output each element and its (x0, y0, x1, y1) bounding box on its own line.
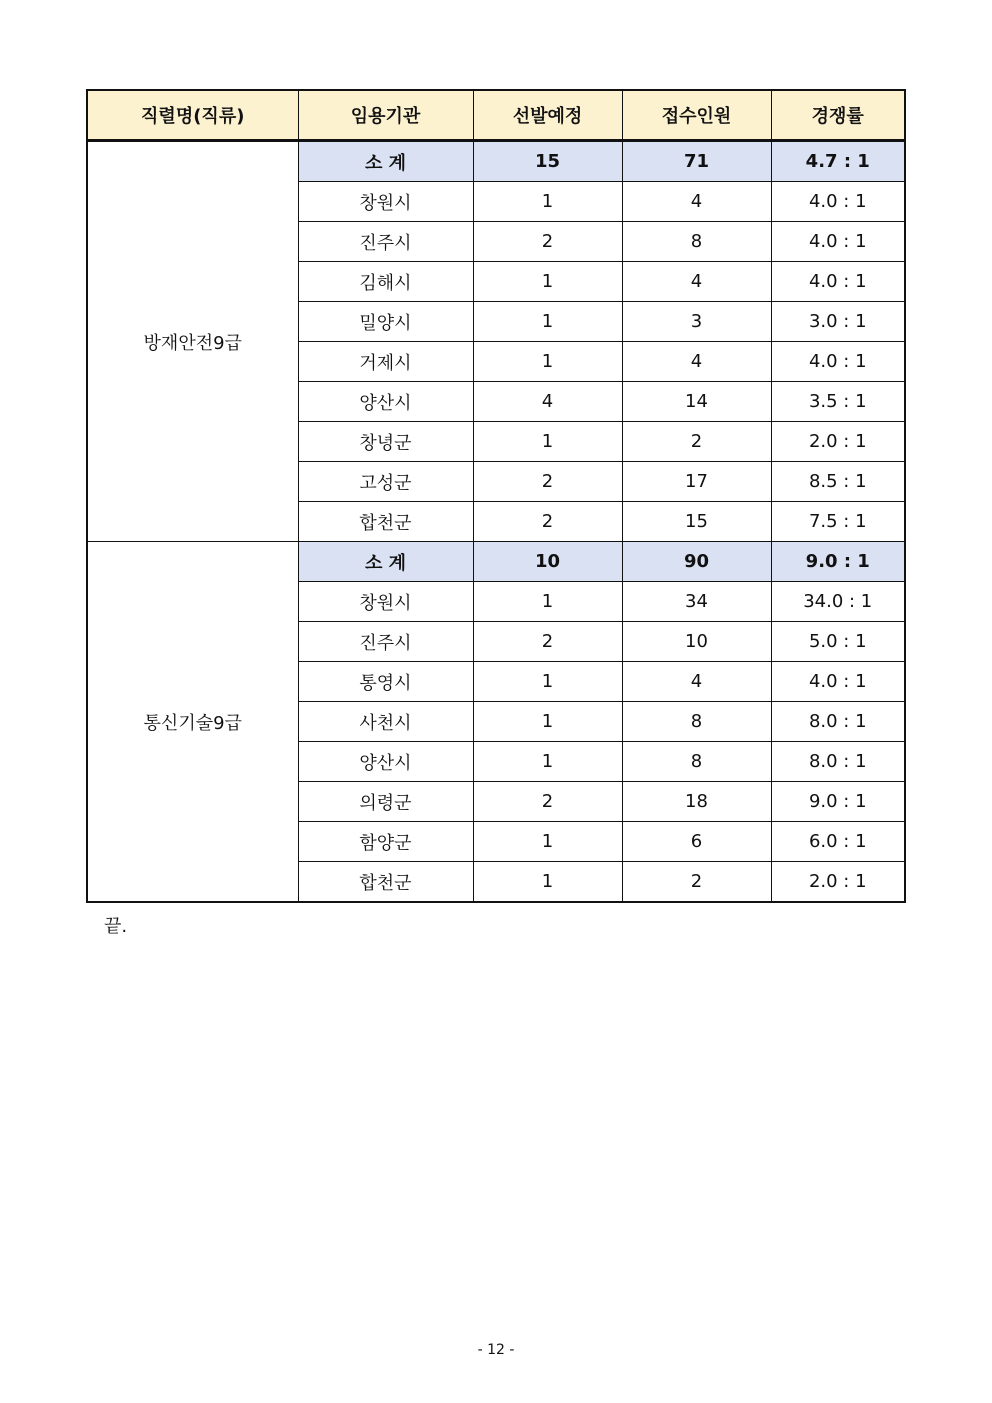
planned-cell: 1 (473, 862, 622, 903)
ratio-cell: 7.5 : 1 (771, 502, 905, 542)
applicants-cell: 3 (622, 302, 771, 342)
ratio-cell: 4.0 : 1 (771, 342, 905, 382)
planned-cell: 1 (473, 822, 622, 862)
agency-cell: 함양군 (298, 822, 473, 862)
applicants-cell: 4 (622, 342, 771, 382)
applicants-cell: 18 (622, 782, 771, 822)
ratio-cell: 5.0 : 1 (771, 622, 905, 662)
ratio-cell: 4.0 : 1 (771, 662, 905, 702)
applicants-cell: 90 (622, 542, 771, 582)
ratio-cell: 2.0 : 1 (771, 422, 905, 462)
planned-cell: 4 (473, 382, 622, 422)
ratio-cell: 3.5 : 1 (771, 382, 905, 422)
agency-cell: 양산시 (298, 742, 473, 782)
planned-cell: 2 (473, 782, 622, 822)
agency-cell: 의령군 (298, 782, 473, 822)
ratio-cell: 8.0 : 1 (771, 742, 905, 782)
planned-cell: 2 (473, 222, 622, 262)
agency-cell: 소 계 (298, 141, 473, 182)
agency-cell: 창원시 (298, 582, 473, 622)
planned-cell: 15 (473, 141, 622, 182)
planned-cell: 1 (473, 302, 622, 342)
applicants-cell: 6 (622, 822, 771, 862)
applicants-cell: 2 (622, 422, 771, 462)
planned-cell: 2 (473, 502, 622, 542)
header-job-series: 직렬명(직류) (87, 90, 298, 141)
agency-cell: 창원시 (298, 182, 473, 222)
header-competition-ratio: 경쟁률 (771, 90, 905, 141)
planned-cell: 1 (473, 742, 622, 782)
planned-cell: 1 (473, 582, 622, 622)
applicants-cell: 4 (622, 662, 771, 702)
ratio-cell: 3.0 : 1 (771, 302, 905, 342)
applicants-cell: 71 (622, 141, 771, 182)
agency-cell: 김해시 (298, 262, 473, 302)
job-series-cell: 방재안전9급 (87, 141, 298, 542)
ratio-cell: 2.0 : 1 (771, 862, 905, 903)
applicants-cell: 17 (622, 462, 771, 502)
planned-cell: 1 (473, 702, 622, 742)
applicants-cell: 34 (622, 582, 771, 622)
header-applicants: 접수인원 (622, 90, 771, 141)
agency-cell: 사천시 (298, 702, 473, 742)
agency-cell: 거제시 (298, 342, 473, 382)
agency-cell: 진주시 (298, 222, 473, 262)
planned-cell: 1 (473, 182, 622, 222)
planned-cell: 2 (473, 462, 622, 502)
ratio-cell: 8.0 : 1 (771, 702, 905, 742)
header-agency: 임용기관 (298, 90, 473, 141)
agency-cell: 진주시 (298, 622, 473, 662)
ratio-cell: 9.0 : 1 (771, 542, 905, 582)
applicants-cell: 15 (622, 502, 771, 542)
ratio-cell: 4.0 : 1 (771, 262, 905, 302)
agency-cell: 창녕군 (298, 422, 473, 462)
applicants-cell: 4 (622, 182, 771, 222)
agency-cell: 소 계 (298, 542, 473, 582)
planned-cell: 1 (473, 662, 622, 702)
applicants-cell: 8 (622, 222, 771, 262)
applicants-cell: 8 (622, 742, 771, 782)
planned-cell: 1 (473, 422, 622, 462)
applicants-cell: 8 (622, 702, 771, 742)
planned-cell: 1 (473, 262, 622, 302)
table-header-row (87, 90, 905, 141)
header-planned: 선발예정 (473, 90, 622, 141)
applicants-cell: 4 (622, 262, 771, 302)
job-series-cell: 통신기술9급 (87, 542, 298, 903)
applicants-cell: 14 (622, 382, 771, 422)
ratio-cell: 34.0 : 1 (771, 582, 905, 622)
ratio-cell: 4.0 : 1 (771, 182, 905, 222)
end-mark: 끝. (104, 916, 128, 937)
table-body (87, 141, 905, 903)
agency-cell: 합천군 (298, 862, 473, 903)
subtotal-row (87, 141, 905, 182)
planned-cell: 2 (473, 622, 622, 662)
agency-cell: 양산시 (298, 382, 473, 422)
ratio-cell: 4.0 : 1 (771, 222, 905, 262)
subtotal-row (87, 542, 905, 582)
agency-cell: 통영시 (298, 662, 473, 702)
agency-cell: 합천군 (298, 502, 473, 542)
ratio-cell: 9.0 : 1 (771, 782, 905, 822)
agency-cell: 고성군 (298, 462, 473, 502)
applicants-cell: 2 (622, 862, 771, 903)
page-number: - 12 - (477, 1342, 515, 1358)
agency-cell: 밀양시 (298, 302, 473, 342)
planned-cell: 1 (473, 342, 622, 382)
planned-cell: 10 (473, 542, 622, 582)
ratio-cell: 6.0 : 1 (771, 822, 905, 862)
ratio-cell: 8.5 : 1 (771, 462, 905, 502)
recruitment-stats-table (86, 89, 906, 903)
ratio-cell: 4.7 : 1 (771, 141, 905, 182)
applicants-cell: 10 (622, 622, 771, 662)
